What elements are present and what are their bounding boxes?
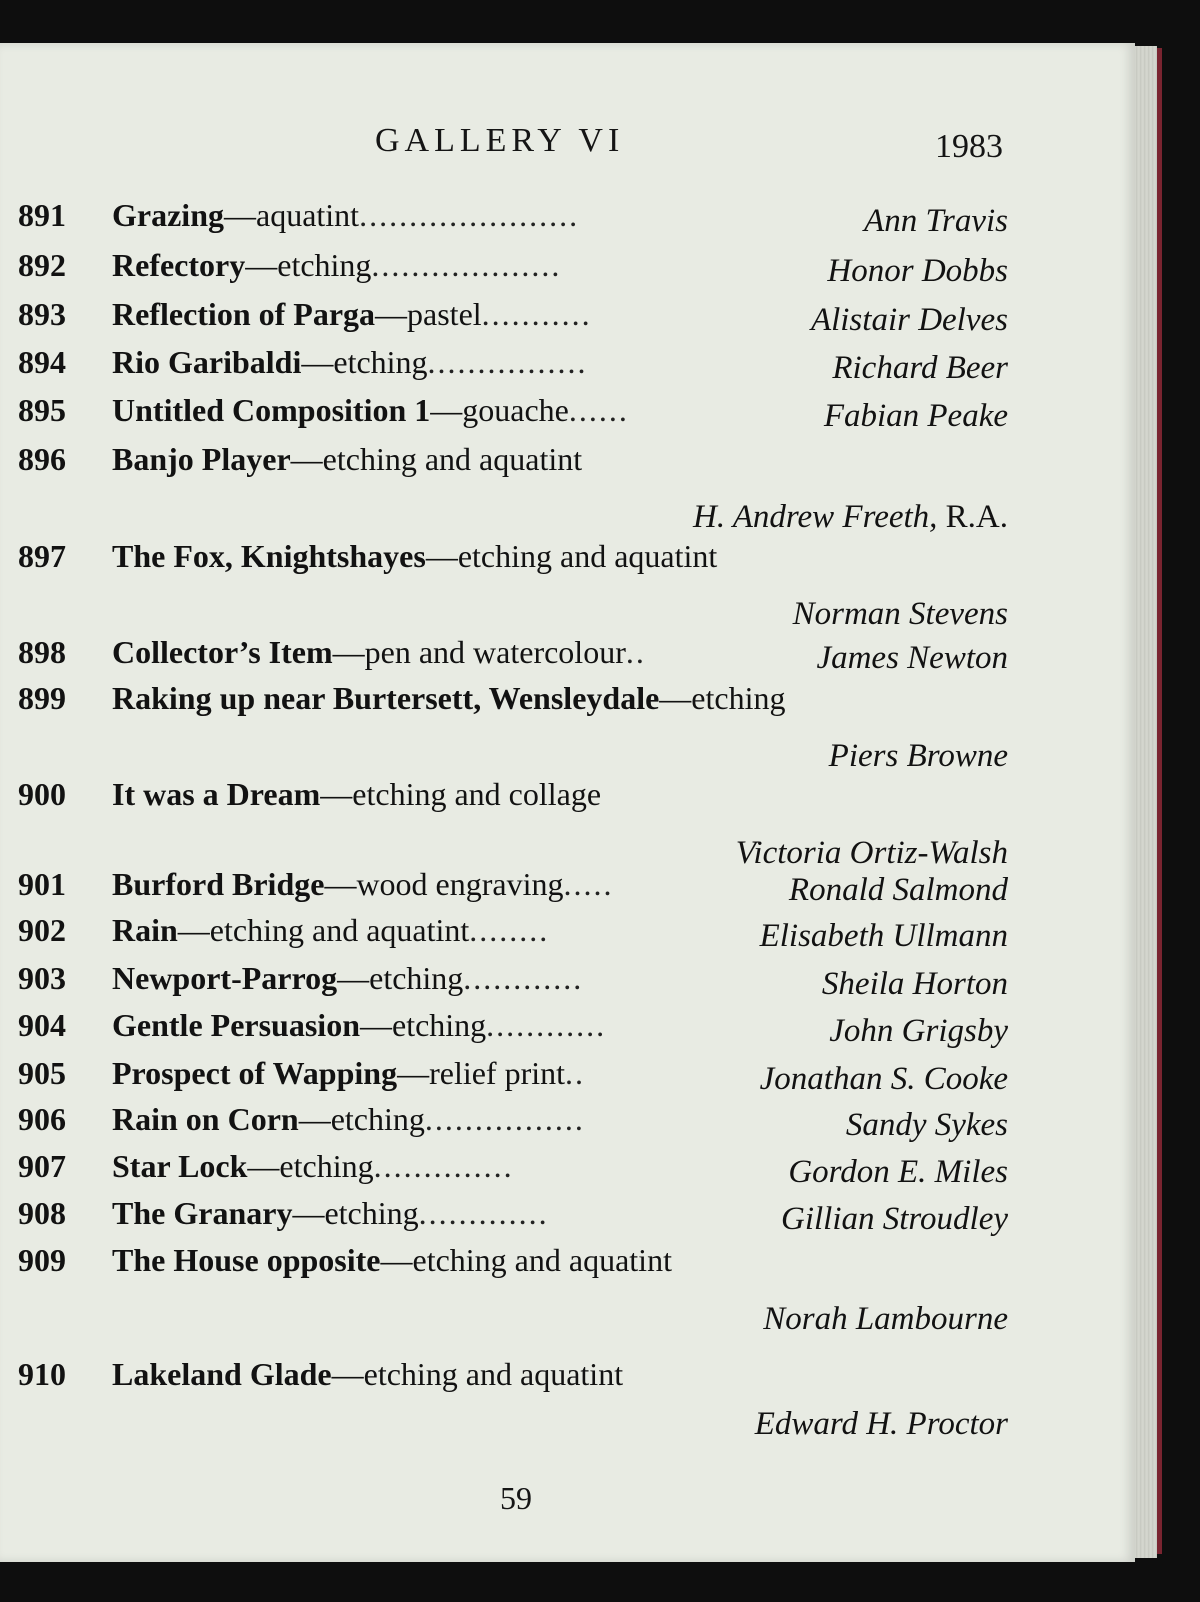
leader-dots: ................... (371, 247, 562, 283)
entry-medium: —etching (301, 344, 428, 380)
entry-908 (18, 1195, 1008, 1241)
entry-title: Raking up near Burtersett, Wensleydale (112, 680, 660, 716)
entry-medium: —pen and watercolour (332, 634, 626, 670)
entry-909-artist-line (18, 1301, 1008, 1347)
entry-medium: —etching (337, 960, 464, 996)
entry-artist: Ann Travis (864, 203, 1008, 239)
entry-title: Prospect of Wapping (112, 1055, 398, 1091)
entry-907 (18, 1148, 1008, 1194)
entry-894 (18, 344, 1008, 390)
entry-909 (18, 1242, 1008, 1288)
leader-dots: .. (565, 1055, 586, 1091)
entry-medium: —pastel (375, 296, 482, 332)
entry-897 (18, 538, 1008, 584)
entry-artist: Gordon E. Miles (788, 1154, 1008, 1190)
entry-906 (18, 1101, 1008, 1147)
entry-number: 899 (18, 680, 66, 716)
entry-number: 907 (18, 1148, 66, 1184)
entry-910 (18, 1356, 1008, 1402)
entry-title: Reflection of Parga (112, 296, 376, 332)
year: 1983 (935, 128, 1003, 165)
entry-medium: —etching (292, 1195, 419, 1231)
entry-title: Untitled Composition 1 (112, 392, 431, 428)
entry-number: 906 (18, 1101, 66, 1137)
entry-medium: —aquatint (223, 197, 360, 233)
gallery-heading: GALLERY VI (375, 122, 625, 159)
entry-title: Rain (112, 912, 178, 948)
entry-artist: H. Andrew Freeth, (693, 499, 938, 535)
entry-artist: James Newton (816, 640, 1008, 676)
leader-dots: ........ (469, 912, 550, 948)
entry-891 (18, 197, 1008, 243)
entry-artist: Norah Lambourne (763, 1301, 1008, 1337)
entry-medium: —etching (359, 1007, 487, 1043)
entry-medium: —etching and aquatint (177, 912, 470, 948)
entry-910-artist-line (18, 1406, 1008, 1452)
leader-dots: ...................... (359, 197, 580, 233)
entry-893 (18, 296, 1008, 342)
leader-dots: ................ (424, 1101, 585, 1137)
leader-dots: ............ (463, 960, 584, 996)
entry-title: Burford Bridge (112, 866, 325, 902)
entry-number: 901 (18, 866, 66, 902)
entry-904 (18, 1007, 1008, 1053)
entry-title: The House opposite (112, 1242, 381, 1278)
entry-number: 902 (18, 912, 66, 948)
entry-title: Rio Garibaldi (112, 344, 302, 380)
entry-artist: Gillian Stroudley (780, 1201, 1008, 1237)
entry-number: 908 (18, 1195, 66, 1231)
entry-artist: Honor Dobbs (827, 253, 1008, 289)
entry-905 (18, 1055, 1008, 1101)
leader-dots: ..... (563, 866, 614, 902)
entry-892 (18, 247, 1008, 293)
entry-title: Newport-Parrog (112, 960, 338, 996)
entry-number: 897 (18, 538, 66, 574)
entry-number: 892 (18, 247, 66, 283)
entry-artist: Fabian Peake (823, 398, 1008, 434)
entry-title: Collector’s Item (112, 634, 333, 670)
entry-number: 894 (18, 344, 66, 380)
page-number: 59 (500, 1480, 532, 1516)
leader-dots: ...... (568, 392, 629, 428)
cover-edge (1157, 48, 1162, 1554)
entry-artist: Victoria Ortiz-Walsh (735, 835, 1008, 871)
entry-899 (18, 680, 1008, 726)
entry-artist: Alistair Delves (810, 302, 1008, 338)
leader-dots: ........... (481, 296, 592, 332)
entry-medium: —etching and collage (320, 776, 602, 812)
entry-title: Lakeland Glade (112, 1356, 332, 1392)
entry-895 (18, 392, 1008, 438)
entry-medium: —wood engraving (324, 866, 564, 902)
entry-medium: —etching (659, 680, 786, 716)
entry-medium: —gouache (430, 392, 569, 428)
entry-896 (18, 441, 1008, 487)
entry-artist: Sandy Sykes (845, 1107, 1008, 1143)
entry-903 (18, 960, 1008, 1006)
entry-number: 909 (18, 1242, 66, 1278)
entry-title: Star Lock (112, 1148, 248, 1184)
entry-title: It was a Dream (112, 776, 321, 812)
entry-artist: Piers Browne (828, 738, 1008, 774)
entry-number: 905 (18, 1055, 66, 1091)
entry-number: 893 (18, 296, 66, 332)
page-edges (1135, 46, 1157, 1558)
entry-title: Gentle Persuasion (112, 1007, 360, 1043)
entry-title: Grazing (112, 197, 224, 233)
entry-title: Banjo Player (112, 441, 291, 477)
entry-number: 898 (18, 634, 66, 670)
leader-dots: .............. (373, 1148, 514, 1184)
entry-900 (18, 776, 1008, 822)
entry-artist: Ronald Salmond (788, 872, 1008, 908)
entry-902 (18, 912, 1008, 958)
entry-title: Refectory (112, 247, 246, 283)
leader-dots: .. (625, 634, 646, 670)
entry-medium: —etching (247, 1148, 374, 1184)
entry-number: 900 (18, 776, 66, 812)
entry-title: The Fox, Knightshayes (112, 538, 426, 574)
entry-number: 891 (18, 197, 66, 233)
entry-medium: —etching (245, 247, 372, 283)
entry-artist-honour: R.A. (945, 499, 1008, 535)
entry-artist: Sheila Horton (821, 966, 1008, 1002)
entry-artist: Jonathan S. Cooke (759, 1061, 1008, 1097)
entry-artist: Norman Stevens (792, 596, 1008, 632)
entry-medium: —etching and aquatint (425, 538, 718, 574)
entry-artist: Richard Beer (832, 350, 1008, 386)
entry-number: 895 (18, 392, 66, 428)
entry-medium: —etching and aquatint (290, 441, 583, 477)
entry-901 (18, 866, 1008, 912)
entry-medium: —etching and aquatint (331, 1356, 624, 1392)
entry-title: Rain on Corn (112, 1101, 299, 1137)
entry-artist: Elisabeth Ullmann (759, 918, 1008, 954)
entry-artist: John Grigsby (829, 1013, 1008, 1049)
entry-medium: —relief print (397, 1055, 566, 1091)
entry-medium: —etching and aquatint (380, 1242, 672, 1278)
entry-number: 904 (18, 1007, 66, 1043)
leader-dots: ............ (486, 1007, 607, 1043)
entry-artist: Edward H. Proctor (754, 1406, 1008, 1442)
entry-898 (18, 634, 1008, 680)
entry-number: 910 (18, 1356, 66, 1392)
leader-dots: ................ (427, 344, 588, 380)
leader-dots: ............. (418, 1195, 549, 1231)
entry-number: 903 (18, 960, 66, 996)
entry-title: The Granary (112, 1195, 293, 1231)
entry-number: 896 (18, 441, 66, 477)
entry-medium: —etching (298, 1101, 425, 1137)
